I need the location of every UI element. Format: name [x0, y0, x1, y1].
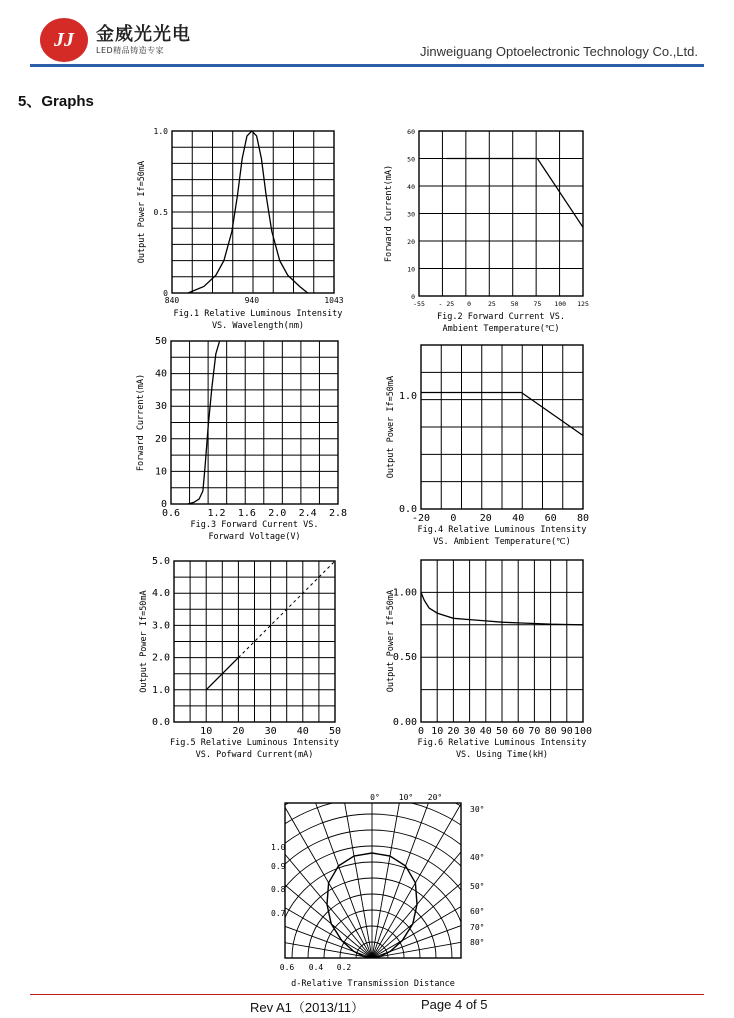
fig2-ytick-label: 40 — [407, 183, 415, 191]
fig6-xtick-label: 70 — [528, 726, 541, 737]
fig2-xtick-label: 25 — [487, 300, 496, 308]
section-title: 5、Graphs — [18, 93, 94, 110]
fig2-xtick-label: 75 — [533, 300, 542, 308]
fig7-angle-label: 20° — [427, 793, 443, 802]
fig6-xtick-label: 30 — [463, 726, 476, 737]
fig4-xtick-label: 20 — [479, 513, 492, 524]
fig2-ytick-label: 0 — [411, 293, 415, 301]
fig5-xtick-label: 40 — [296, 726, 309, 737]
fig7-radial-label: 1.0 — [271, 843, 286, 852]
fig7-angle-label: 0° — [370, 793, 380, 802]
fig4-title: Fig.4 Relative Luminous Intensity — [417, 525, 587, 535]
fig3-xtick-label: 2.8 — [328, 508, 348, 519]
fig7-angle-label: 10° — [398, 793, 414, 802]
fig7-spoke — [173, 791, 372, 958]
fig4-ytick-label: 0.0 — [398, 504, 417, 515]
fig6-ytick-label: 0.50 — [392, 652, 417, 664]
fig6-subtitle: VS. Using Time(kH) — [455, 750, 549, 760]
fig7-spoke — [147, 828, 372, 958]
fig4-xtick-label: 80 — [576, 513, 590, 524]
fig7-radial-label: 0.9 — [271, 862, 286, 871]
fig4-xtick-label: 40 — [512, 513, 525, 524]
fig6-xtick-label: 0 — [417, 726, 425, 737]
fig5-title: Fig.5 Relative Luminous Intensity — [170, 738, 339, 748]
fig4-ytick-label: 1.0 — [398, 390, 417, 402]
fig6-xtick-label: 100 — [573, 726, 593, 737]
fig3-subtitle: Forward Voltage(V) — [208, 532, 301, 542]
fig5-chart — [139, 556, 341, 760]
fig1-xtick-label: 940 — [244, 296, 260, 305]
fig5-xtick-label: 50 — [328, 726, 342, 737]
fig3-xtick-label: 2.0 — [268, 508, 287, 519]
fig1-chart — [137, 127, 344, 331]
fig5-xtick-label: 10 — [200, 726, 213, 737]
fig7-angle-label: 30° — [470, 805, 485, 814]
fig3-ytick-label: 10 — [154, 466, 167, 478]
fig4-chart — [386, 345, 589, 547]
fig2-title: Fig.2 Forward Current VS. — [437, 312, 565, 322]
fig1-ytick-label: 0.5 — [153, 208, 168, 217]
fig7-radial-label: 0.2 — [336, 963, 352, 972]
fig2-ytick-label: 10 — [407, 265, 415, 274]
fig4-ylabel: Output Power If=50mA — [386, 375, 396, 479]
fig2-series-line — [446, 159, 583, 228]
fig5-ytick-label: 2.0 — [151, 652, 170, 664]
fig6-xtick-label: 10 — [431, 726, 444, 737]
fig1-title: Fig.1 Relative Luminous Intensity — [173, 309, 343, 319]
fig4-subtitle: VS. Ambient Temperature(℃) — [433, 537, 571, 547]
fig4-xtick-label: 0 — [450, 513, 457, 524]
fig3-ytick-label: 0 — [160, 499, 167, 510]
fig2-chart — [384, 128, 589, 334]
fig7-radial-label: 0.6 — [279, 963, 295, 972]
fig1-xtick-label: 1043 — [324, 296, 344, 305]
fig3-ytick-label: 40 — [154, 368, 167, 380]
fig7-radial-label: 0.8 — [271, 885, 286, 894]
fig7-radial-label: 0.7 — [271, 909, 286, 918]
company-name-cn: 金威光光电 — [96, 24, 191, 45]
fig3-xtick-label: 2.4 — [298, 508, 317, 519]
fig6-xtick-label: 40 — [479, 726, 492, 737]
fig7-spoke — [372, 759, 539, 958]
fig2-xtick-label: 50 — [510, 300, 519, 308]
fig2-xtick-label: 0 — [467, 300, 472, 308]
company-name-en: Jinweiguang Optoelectronic Technology Co.,Ltd. — [420, 44, 698, 59]
fig5-xtick-label: 20 — [232, 726, 245, 737]
fig7-spoke — [372, 791, 571, 958]
fig3-chart — [136, 336, 347, 542]
fig3-ytick-label: 30 — [154, 401, 167, 413]
fig7-angle-label: 50° — [470, 882, 485, 891]
fig1-subtitle: VS. Wavelength(nm) — [211, 321, 305, 331]
fig5-xtick-label: 30 — [264, 726, 277, 737]
fig7-radial-label: 0.4 — [308, 963, 324, 972]
fig5-ytick-label: 0.0 — [151, 717, 170, 728]
fig2-ytick-label: 20 — [407, 238, 415, 246]
fig6-xtick-label: 80 — [544, 726, 557, 737]
fig5-ylabel: Output Power If=50mA — [139, 590, 149, 693]
fig2-xtick-label: 100 — [554, 300, 567, 308]
fig1-ytick-label: 1.0 — [153, 127, 168, 136]
fig2-xtick-label: - 25 — [438, 300, 455, 308]
fig3-xtick-label: 0.6 — [161, 508, 181, 519]
fig6-title: Fig.6 Relative Luminous Intensity — [417, 738, 587, 748]
fig2-xtick-label: 125 — [577, 300, 589, 308]
fig7-spoke — [205, 759, 372, 958]
fig5-subtitle: VS. Pofward Current(mA) — [195, 750, 314, 760]
footer-page-number: Page 4 of 5 — [421, 997, 488, 1012]
fig2-ylabel: Forward Current(mA) — [384, 164, 394, 263]
company-logo: JJ — [40, 18, 88, 62]
fig2-ytick-label: 60 — [407, 128, 415, 136]
fig6-xtick-label: 50 — [495, 726, 509, 737]
footer-rule — [30, 994, 704, 995]
fig3-ytick-label: 50 — [154, 336, 167, 347]
fig5-ytick-label: 1.0 — [151, 684, 170, 696]
fig2-xtick-label: -55 — [413, 300, 425, 308]
fig6-ytick-label: 1.00 — [392, 587, 417, 599]
fig6-ylabel: Output Power If=50mA — [386, 589, 396, 693]
fig7-spoke — [372, 828, 597, 958]
fig7-title: d-Relative Transmission Distance — [291, 979, 455, 989]
fig6-xtick-label: 90 — [560, 726, 573, 737]
fig2-ytick-label: 50 — [407, 155, 415, 164]
fig4-xtick-label: -20 — [411, 513, 431, 524]
fig7-spoke — [372, 869, 616, 958]
fig1-ylabel: Output Power If=50mA — [137, 160, 147, 264]
fig4-xtick-label: 60 — [544, 513, 557, 524]
fig6-chart — [386, 560, 592, 760]
fig1-ytick-label: 0 — [163, 289, 168, 298]
fig3-xtick-label: 1.6 — [237, 508, 256, 519]
fig6-ytick-label: 0.00 — [392, 717, 417, 728]
fig1-xtick-label: 840 — [164, 296, 180, 305]
fig3-xtick-label: 1.2 — [207, 508, 226, 519]
fig5-ytick-label: 5.0 — [151, 556, 170, 567]
fig3-ylabel: Forward Current(mA) — [136, 373, 146, 472]
fig7-angle-label: 40° — [470, 853, 485, 862]
fig3-ytick-label: 20 — [154, 433, 167, 445]
fig6-xtick-label: 60 — [512, 726, 525, 737]
fig6-xtick-label: 20 — [447, 726, 460, 737]
fig3-title: Fig.3 Forward Current VS. — [190, 520, 319, 530]
fig7-angle-label: 70° — [470, 923, 485, 932]
fig7-spoke — [128, 869, 372, 958]
company-subtitle-cn: LED精品铸造专家 — [96, 46, 165, 55]
fig2-ytick-label: 30 — [407, 210, 415, 219]
fig2-subtitle: Ambient Temperature(℃) — [442, 324, 560, 334]
fig5-ytick-label: 4.0 — [151, 588, 170, 600]
fig7-angle-label: 80° — [470, 938, 485, 947]
fig5-ytick-label: 3.0 — [151, 620, 170, 632]
fig7-angle-label: 60° — [470, 907, 485, 916]
footer-revision: Rev A1（2013/11） — [250, 1000, 364, 1015]
